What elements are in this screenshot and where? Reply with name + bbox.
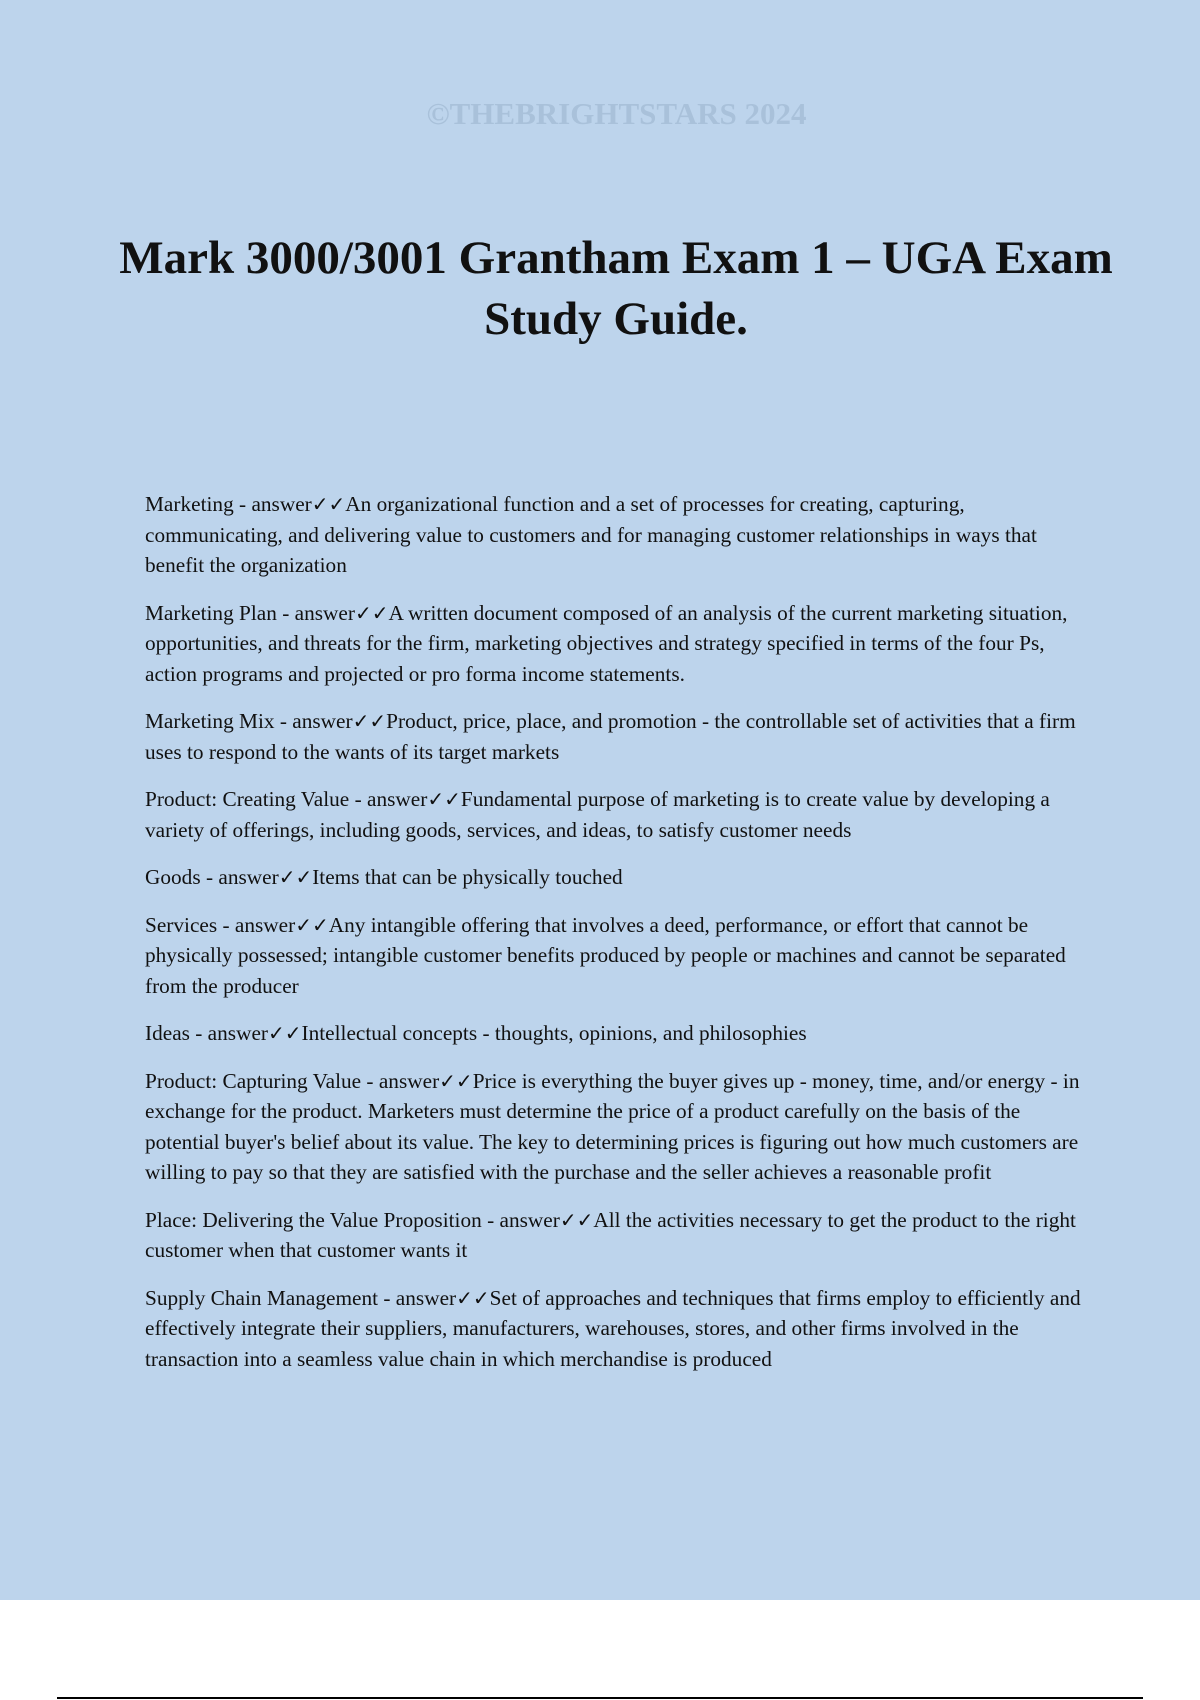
check-marks: ✓✓ [278, 865, 313, 889]
entry-separator: - answer [349, 787, 428, 811]
list-item [145, 706, 1085, 767]
entry-definition: Price is everything the buyer gives up - money, time, and/or energy - in exchange for the product. Marketers must determine the price of a product carefully on the basis of the potential buyer's belief about its value. The key to determining prices is figuring out how much customers are willing to pay so that they are satisfied with the purchase and the seller achieves a reasonable profit [145, 1068, 1080, 1184]
entry-separator: - answer [361, 1068, 440, 1093]
entry-definition: Intellectual concepts - thoughts, opinions, and philosophies [301, 1021, 807, 1045]
list-item [145, 784, 1085, 845]
check-marks: ✓✓ [311, 492, 346, 516]
list-item [145, 1283, 1085, 1375]
entry-definition: Items that can be physically touched [312, 865, 623, 889]
check-marks: ✓✓ [295, 912, 329, 937]
entry-separator: - answer [200, 865, 279, 889]
entry-term: Services [145, 912, 218, 937]
entry-term: Marketing Mix [145, 709, 275, 733]
entry-term: Ideas [145, 1021, 190, 1045]
list-item [145, 489, 1085, 581]
list-item [145, 1066, 1085, 1188]
entry-term: Product: Capturing Value [145, 1068, 362, 1093]
check-marks: ✓✓ [427, 787, 461, 811]
study-guide-entries [145, 489, 1085, 1391]
entry-separator: - answer [378, 1285, 457, 1310]
entry-separator: - answer [233, 492, 312, 516]
entry-term: Marketing [145, 492, 234, 516]
check-marks: ✓✓ [456, 1285, 490, 1310]
entry-definition: A written document composed of an analysis of the current marketing situation, opportunities, and threats for the firm, marketing objectives and strategy specified in terms of the four Ps, action programs and projected or pro forma income statements. [145, 600, 1068, 686]
entry-separator: - answer [189, 1021, 268, 1045]
check-marks: ✓✓ [268, 1021, 302, 1045]
entry-definition: All the activities necessary to get the product to the right customer when that customer wants it [145, 1207, 1076, 1262]
entry-term: Goods [145, 865, 201, 889]
entry-separator: - answer [217, 912, 296, 937]
watermark: ©THEBRIGHTSTARS 2024 [426, 96, 807, 131]
list-item [145, 862, 1085, 893]
entry-definition: Set of approaches and techniques that firms employ to efficiently and effectively integrate their suppliers, manufacturers, warehouses, stores, and other firms involved in the transaction into a seamless value chain in which merchandise is produced [145, 1285, 1081, 1371]
check-marks: ✓✓ [352, 709, 387, 733]
entry-term: Product: Creating Value [145, 787, 350, 811]
entry-separator: - answer [274, 709, 353, 733]
check-marks: ✓✓ [354, 600, 389, 625]
entry-term: Place: Delivering the Value Proposition [145, 1207, 482, 1232]
check-marks: ✓✓ [559, 1207, 594, 1232]
list-item [145, 1205, 1085, 1266]
entry-definition: Fundamental purpose of marketing is to create value by developing a variety of offerings, including goods, services, and ideas, to satisfy customer needs [145, 787, 1050, 842]
list-item [145, 598, 1085, 690]
entry-separator: - answer [481, 1207, 560, 1232]
check-marks: ✓✓ [439, 1068, 473, 1093]
list-item [145, 1018, 1085, 1049]
page-title: Mark 3000/3001 Grantham Exam 1 – UGA Exam Study Guide. [119, 232, 1113, 345]
footer-divider [57, 1697, 1143, 1699]
entry-definition: An organizational function and a set of processes for creating, capturing, communicating, and delivering value to customers and for managing customer relationships in ways that benefit the organization [145, 492, 1037, 577]
list-item [145, 910, 1085, 1002]
entry-definition: Product, price, place, and promotion - the controllable set of activities that a firm uses to respond to the wants of its target markets [145, 709, 1076, 764]
entry-term: Marketing Plan [145, 600, 277, 625]
entry-separator: - answer [276, 600, 355, 625]
entry-definition: Any intangible offering that involves a deed, performance, or effort that cannot be physically possessed; intangible customer benefits produced by people or machines and cannot be separated from the producer [145, 912, 1066, 998]
entry-term: Supply Chain Management [145, 1285, 379, 1310]
